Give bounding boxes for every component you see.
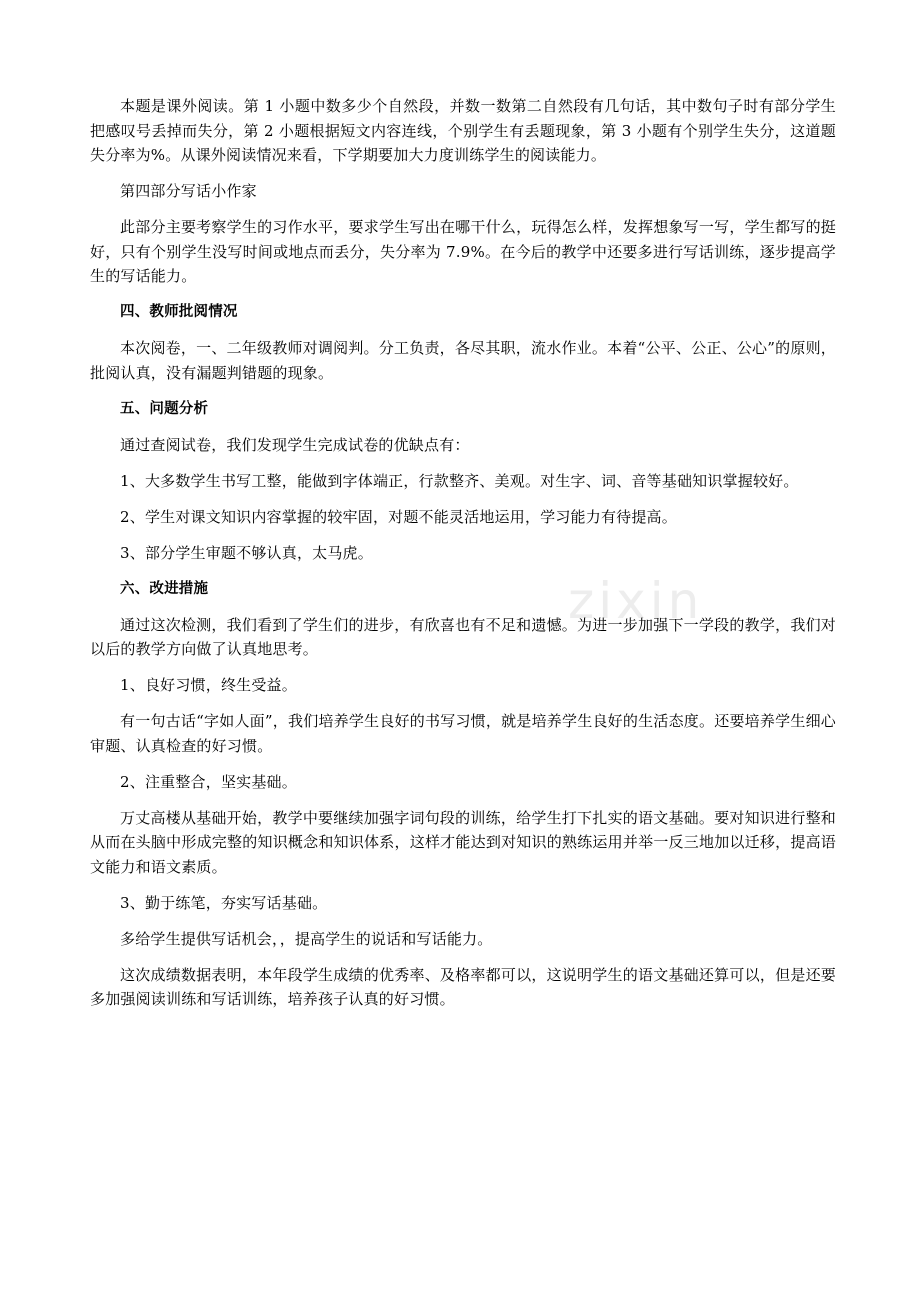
paragraph-reading-analysis: 本题是课外阅读。第 1 小题中数多少个自然段，并数一数第二自然段有几句话，其中数句子时有部分学生把感叹号丢掉而失分，第 2 小题根据短文内容连线，个别学生有丢题现象，第 3 小题有个别学生失分，这道题失分率为%。从课外阅读情况来看，下学期要加大力度训练学生的阅读能力。 — [90, 97, 836, 164]
section-heading-grading: 四、教师批阅情况 — [120, 304, 238, 320]
paragraph-problem-2: 2、学生对课文知识内容掌握的较牢固，对题不能灵活地运用，学习能力有待提高。 — [120, 507, 677, 526]
paragraph-grading: 本次阅卷，一、二年级教师对调阅判。分工负责，各尽其职，流水作业。本着“公平、公正、公心”的原则，批阅认真，没有漏题判错题的现象。 — [90, 339, 836, 382]
paragraph-writing-analysis: 此部分主要考察学生的习作水平，要求学生写出在哪干什么，玩得怎么样，发挥想象写一写，学生都写的挺好，只有个别学生没写时间或地点而丢分，失分率为 7.9%。在今后的教学中还要多进行写话训练，逐步提高学生的写话能力。 — [90, 218, 836, 285]
watermark: zixin — [568, 572, 704, 630]
paragraph-conclusion: 这次成绩数据表明，本年段学生成绩的优秀率、及格率都可以，这说明学生的语文基础还算可以，但是还要多加强阅读训练和写话训练，培养孩子认真的好习惯。 — [90, 965, 836, 1008]
paragraph-measure-1-title: 1、良好习惯，终生受益。 — [120, 676, 297, 694]
paragraph-measure-2-title: 2、注重整合，坚实基础。 — [120, 772, 297, 791]
paragraph-measure-2-body: 万丈高楼从基础开始，教学中要继续加强字词句段的训练，给学生打下扎实的语文基础。要对知识进行整和从而在头脑中形成完整的知识概念和知识体系，这样才能达到对知识的熟练运用并举一反三地加以迁移，提高语文能力和语文素质。 — [90, 808, 836, 876]
paragraph-measure-3-body: 多给学生提供写话机会，，提高学生的说话和写话能力。 — [120, 929, 493, 948]
paragraph-problem-3: 3、部分学生审题不够认真，太马虎。 — [120, 543, 373, 562]
paragraph-improvements-intro: 通过这次检测，我们看到了学生们的进步，有欣喜也有不足和遗憾。为进一步加强下一学段的教学，我们对以后的教学方向做了认真地思考。 — [90, 615, 836, 658]
paragraph-measure-3-title: 3、勤于练笔，夯实写话基础。 — [120, 893, 328, 912]
paragraph-problem-1: 1、大多数学生书写工整，能做到字体端正，行款整齐、美观。对生字、词、音等基础知识掌握较好。 — [120, 471, 799, 490]
paragraph-measure-1-body: 有一句古话“字如人面”，我们培养学生良好的书写习惯，就是培养学生良好的生活态度。还要培养学生细心审题、认真检查的好习惯。 — [90, 712, 836, 755]
document-body — [90, 94, 836, 1023]
paragraph-part4-title: 第四部分写话小作家 — [120, 182, 257, 200]
section-heading-problems: 五、问题分析 — [120, 400, 209, 417]
paragraph-problems-intro: 通过查阅试卷，我们发现学生完成试卷的优缺点有： — [120, 435, 470, 454]
section-heading-improvements: 六、改进措施 — [120, 580, 209, 597]
